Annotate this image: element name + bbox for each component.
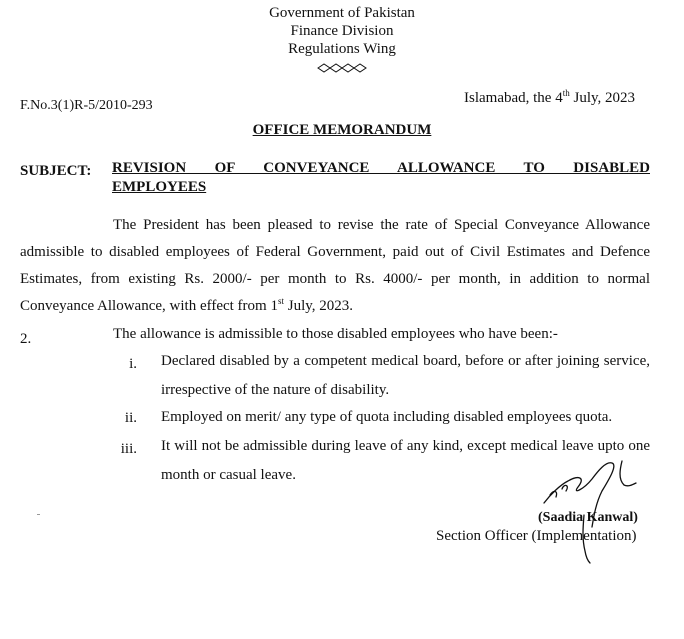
list-item: Declared disabled by a competent medical board, before or after joining service, irrespective of the nature of disability. [161,353,650,398]
list-item: Employed on merit/ any type of quota including disabled employees quota. [161,409,613,425]
paragraph-1: The President has been pleased to revise the rate of Special Conveyance Allowance admissible to disabled employees of Federal Government, paid out of Civil Estimates and Defence Estimates, from existing Rs. 2000/- per month to Rs. 4000/- per month, in addition to normal Conveyance Allowance, with effect from 1st July, 2023. [20,217,650,314]
subject-label: SUBJECT: [20,163,92,179]
list-item-number: iii. [120,441,137,457]
list-item: It will not be admissible during leave of any kind, except medical leave upto one month or casual leave. [161,438,650,483]
signatory-name: (Saadia Kanwal) [538,510,638,525]
file-number: F.No.3(1)R-5/2010-293 [20,98,153,113]
signatory-designation: Section Officer (Implementation) [436,528,637,544]
header-division: Finance Division [290,23,394,39]
header-wing: Regulations Wing [288,41,396,57]
header-ornament [0,60,684,72]
scan-mark [37,514,40,515]
list-item-number: i. [129,356,137,372]
paragraph-2-number: 2. [20,331,32,347]
memo-title: OFFICE MEMORANDUM [252,122,432,138]
subject-line-1: REVISION OF CONVEYANCE ALLOWANCE TO DISABLED [112,160,650,176]
date-line: Islamabad, the 4th July, 2023 [464,88,636,106]
list-item-number: ii. [124,410,137,426]
header-government: Government of Pakistan [269,5,415,21]
subject-line-2: EMPLOYEES [112,179,207,195]
paragraph-2: The allowance is admissible to those disabled employees who have been:- [113,326,558,342]
